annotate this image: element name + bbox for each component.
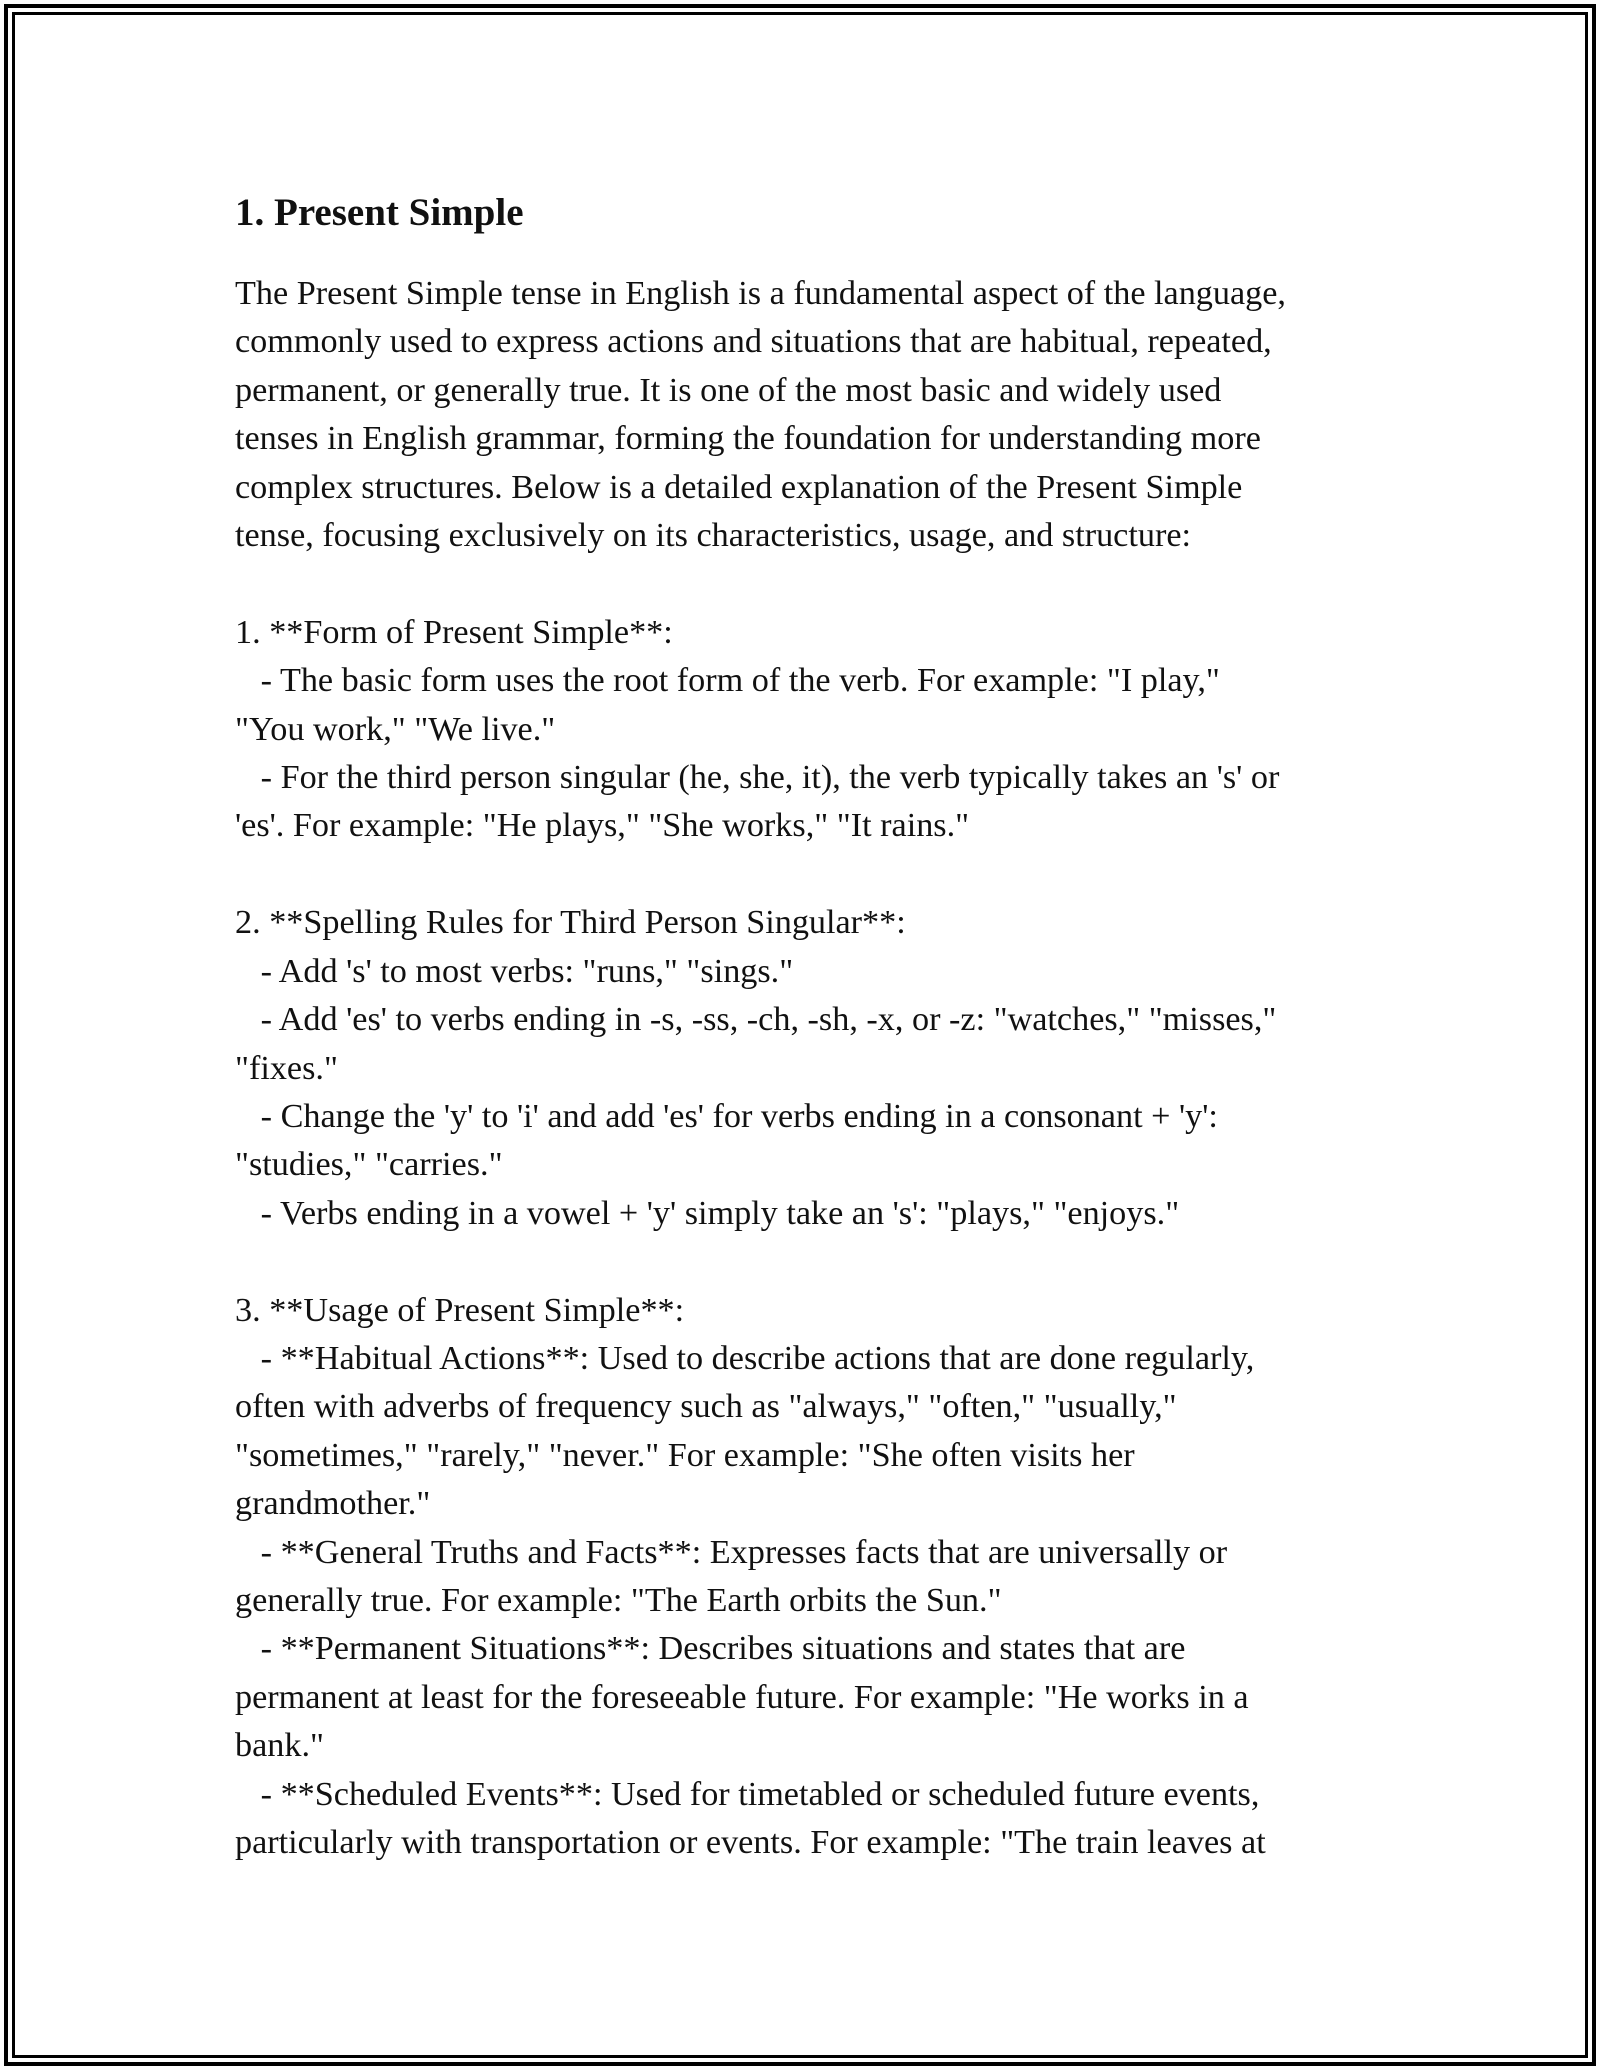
section-body: The Present Simple tense in English is a fundamental aspect of the language, commonly used to express actions and situations that are habitual, repeated, permanent, or generally true. It is one of the most basic and widely used tenses in English grammar, forming the foundation for understanding more complex structures. Below is a detailed explanation of the Present Simple tense, focusing exclusively on its characteristics, usage, and structure: 1. **Form of Present Simple**: - The basic form uses the root form of the verb. For example: "I play," "You work," "We live." - For the third person singular (he, she, it), the verb typically takes an 's' or 'es'. For example: "He plays," "She works," "It rains." 2. **Spelling Rules for Third Person Singular**: - Add 's' to most verbs: "runs," "sings." - Add 'es' to verbs ending in -s, -ss, -ch, -sh, -x, or -z: "watches," "misses," "fixes." - Change the 'y' to 'i' and add 'es' for verbs ending in a consonant + 'y': "studies," "carries." - Verbs ending in a vowel + 'y' simply take an 's': "plays," "enjoys." 3. **Usage of Present Simple**: - **Habitual Actions**: Used to describe actions that are done regularly, often with adverbs of frequency such as "always," "often," "usually," "sometimes," "rarely," "never." For example: "She often visits her grandmother." - **General Truths and Facts**: Expresses facts that are universally or generally true. For example: "The Earth orbits the Sun." - **Permanent Situations**: Describes situations and states that are permanent at least for the foreseeable future. For example: "He works in a bank." - **Scheduled Events**: Used for timetabled or scheduled future events, particularly with transportation or events. For example: "The train leaves at <box>235 275 1286 1861</box>
document-content <box>235 184 1385 1867</box>
section-heading: 1. Present Simple <box>235 191 524 234</box>
